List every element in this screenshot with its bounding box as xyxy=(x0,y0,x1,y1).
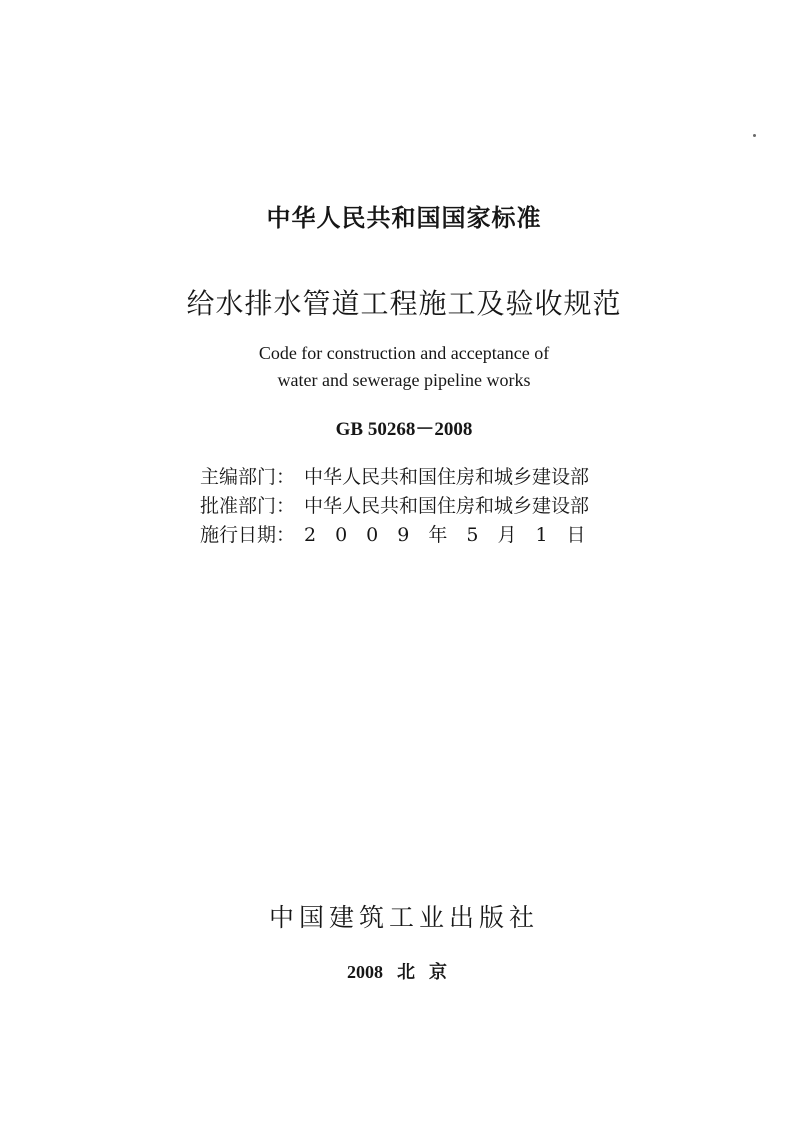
meta-value: 中华人民共和国住房和城乡建设部 xyxy=(304,466,590,488)
scan-speck xyxy=(753,134,756,137)
title-en-line-1: Code for construction and acceptance of xyxy=(258,343,550,363)
document-title-en xyxy=(0,340,808,394)
meta-label: 主编部门： xyxy=(200,466,296,488)
publication-year: 2008 xyxy=(347,962,383,982)
meta-row-effective-date xyxy=(200,521,605,550)
meta-row-approval xyxy=(200,492,605,521)
publisher-name: 中国建筑工业出版社 xyxy=(268,903,539,932)
publication-city: 北京 xyxy=(397,962,461,983)
document-title-zh: 给水排水管道工程施工及验收规范 xyxy=(186,287,622,320)
publication-place xyxy=(0,958,808,984)
meta-label: 施行日期： xyxy=(200,524,296,546)
effective-date: 2009年5月1日 xyxy=(304,524,605,546)
standard-number: GB 50268－2008 xyxy=(335,419,473,440)
meta-value: 中华人民共和国住房和城乡建设部 xyxy=(304,495,590,517)
meta-row-chief-editor xyxy=(200,463,605,492)
standard-type: 中华人民共和国国家标准 xyxy=(266,204,542,232)
title-en-line-2: water and sewerage pipeline works xyxy=(277,370,531,390)
meta-label: 批准部门： xyxy=(200,495,296,517)
meta-block xyxy=(200,463,605,550)
